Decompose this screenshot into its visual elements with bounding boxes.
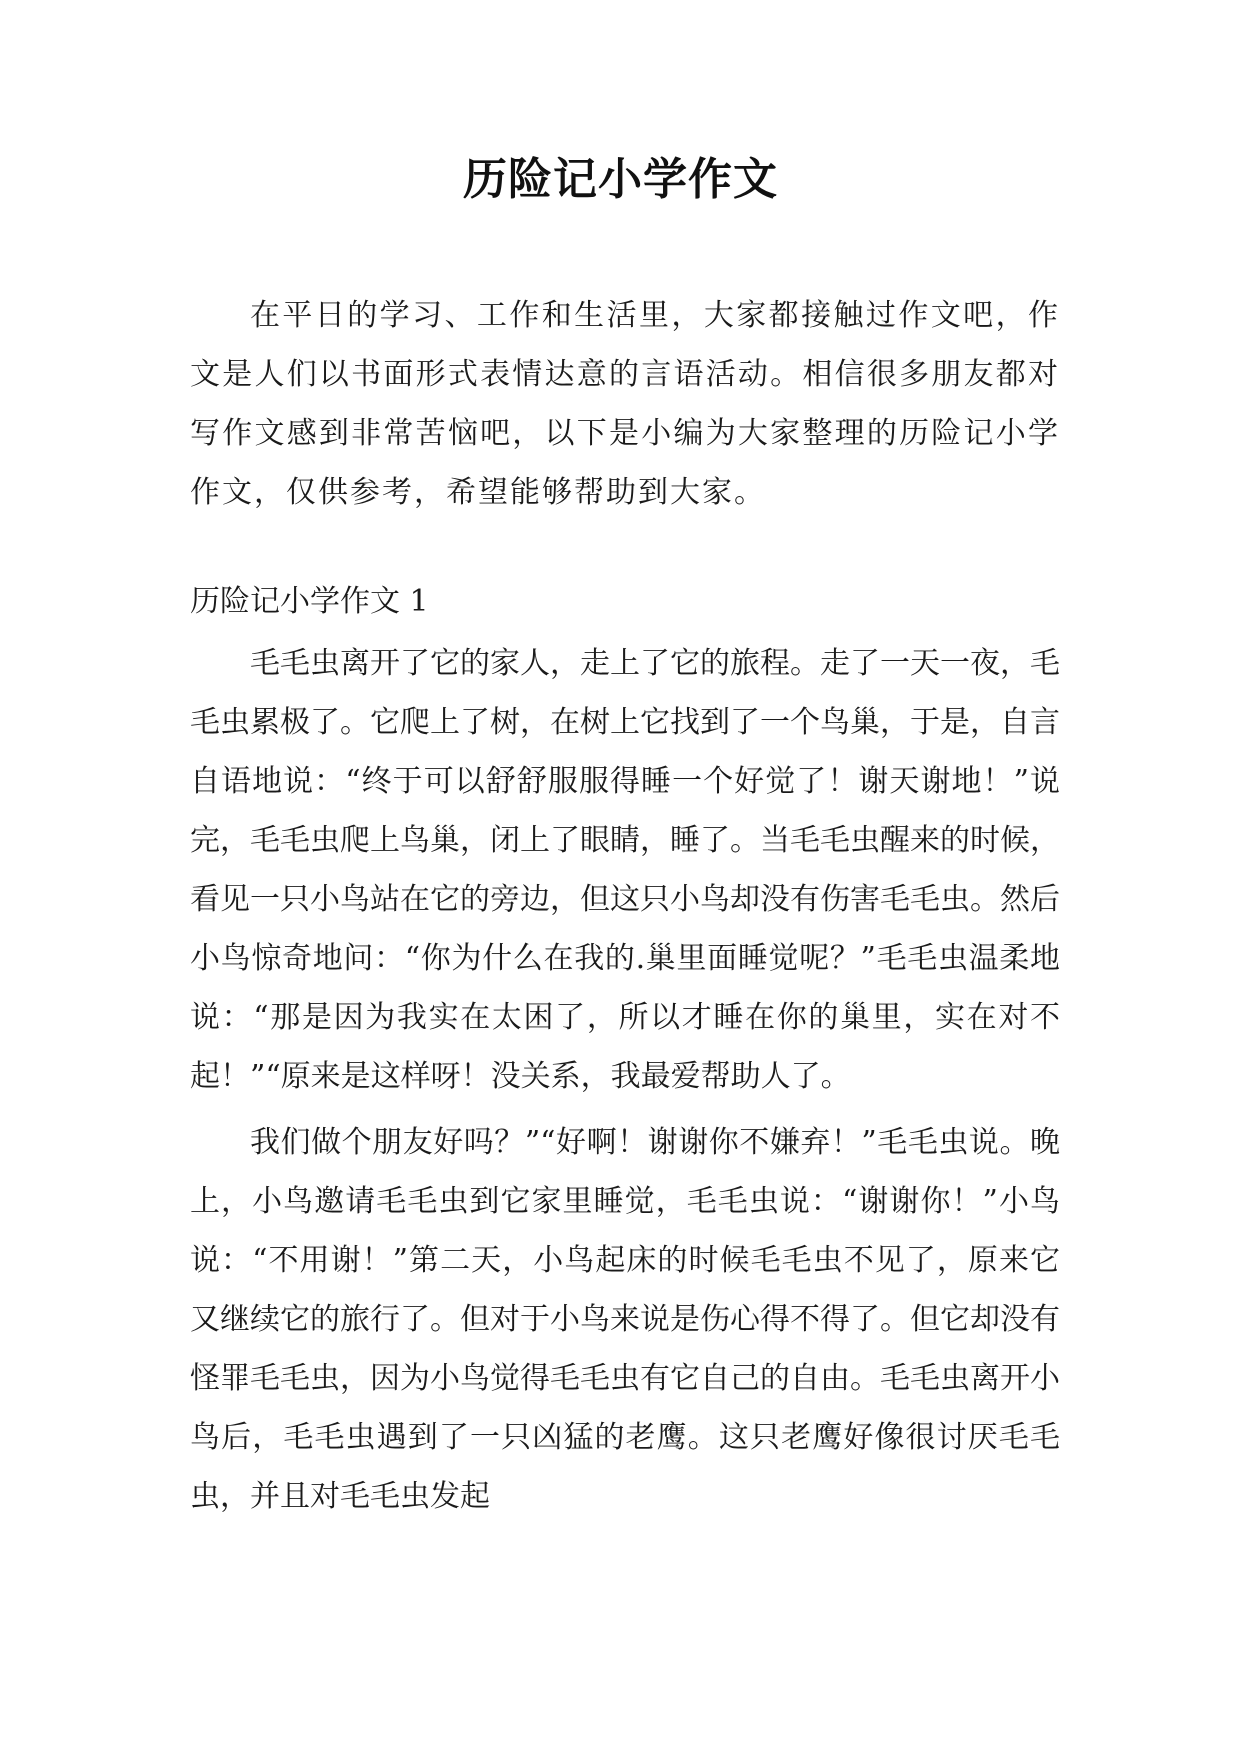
section-heading: 历险记小学作文 1	[190, 584, 429, 619]
intro-paragraph: 在平日的学习、工作和生活里，大家都接触过作文吧，作文是人们以书面形式表情达意的言语活动。相信很多朋友都对写作文感到非常苦恼吧，以下是小编为大家整理的历险记小学作文，仅供参考，希望能够帮助到大家。	[190, 298, 1060, 510]
story-paragraph-2: 我们做个朋友好吗？”“好啊！谢谢你不嫌弃！”毛毛虫说。晚上，小鸟邀请毛毛虫到它家里睡觉，毛毛虫说：“谢谢你！”小鸟说：“不用谢！”第二天，小鸟起床的时候毛毛虫不见了，原来它又继续它的旅行了。但对于小鸟来说是伤心得不得了。但它却没有怪罪毛毛虫，因为小鸟觉得毛毛虫有它自己的自由。毛毛虫离开小鸟后，毛毛虫遇到了一只凶猛的老鹰。这只老鹰好像很讨厌毛毛虫，并且对毛毛虫发起	[190, 1125, 1060, 1514]
story-paragraph-1: 毛毛虫离开了它的家人，走上了它的旅程。走了一天一夜，毛毛虫累极了。它爬上了树，在树上它找到了一个鸟巢，于是，自言自语地说：“终于可以舒舒服服得睡一个好觉了！谢天谢地！”说完，毛毛虫爬上鸟巢，闭上了眼睛，睡了。当毛毛虫醒来的时候，看见一只小鸟站在它的旁边，但这只小鸟却没有伤害毛毛虫。然后小鸟惊奇地问：“你为什么在我的.巢里面睡觉呢？”毛毛虫温柔地说：“那是因为我实在太困了，所以才睡在你的巢里，实在对不起！”“原来是这样呀！没关系，我最爱帮助人了。	[190, 646, 1060, 1094]
story-body	[190, 634, 1060, 1526]
document-title: 历险记小学作文	[463, 154, 778, 205]
intro-section	[190, 286, 1060, 522]
